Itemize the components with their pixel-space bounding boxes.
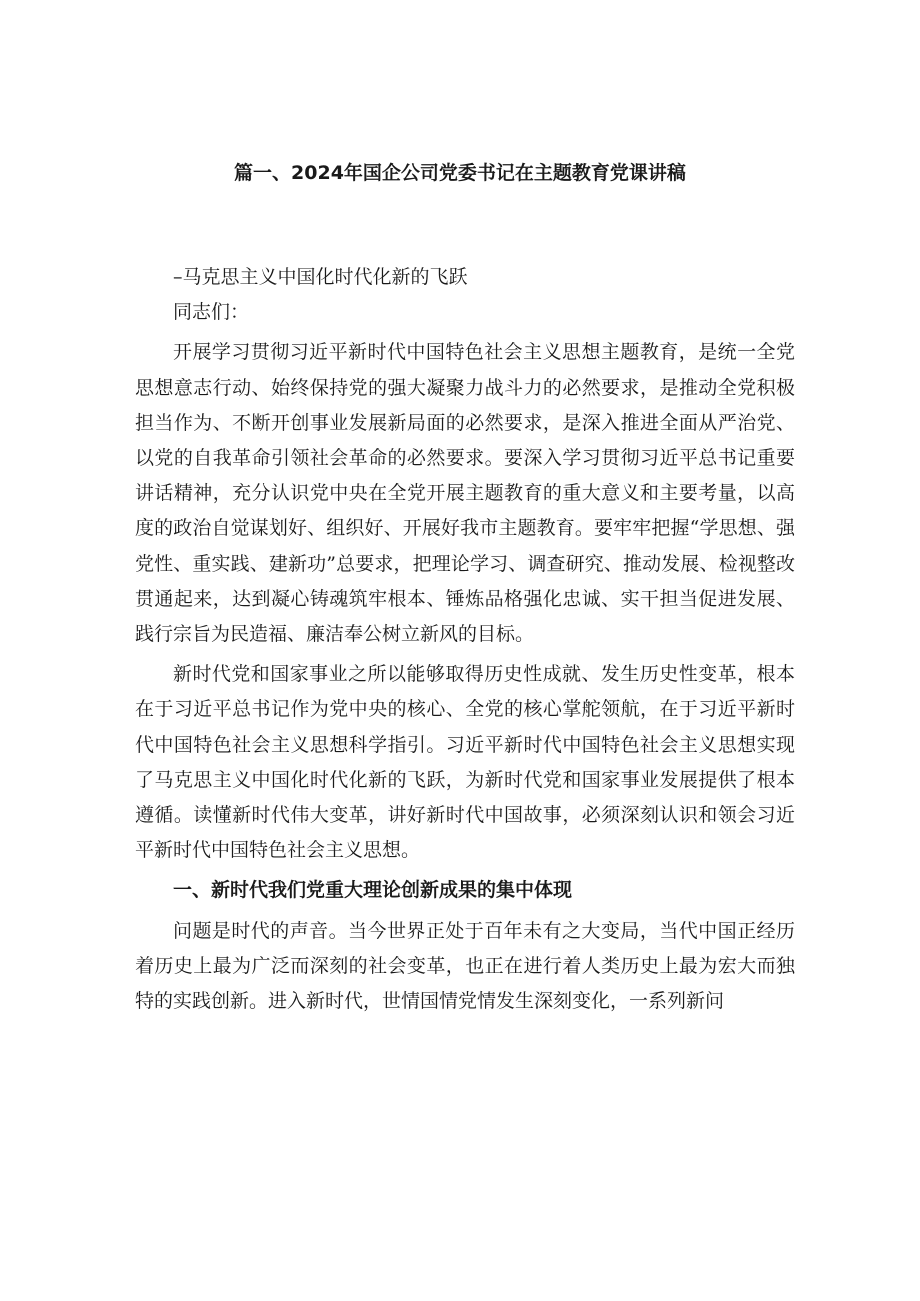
document-subtitle: –马克思主义中国化时代化新的飞跃	[173, 266, 468, 288]
body-paragraph-1: 开展学习贯彻习近平新时代中国特色社会主义思想主题教育，是统一全党思想意志行动、始终保持党的强大凝聚力战斗力的必然要求，是推动全党积极担当作为、不断开创事业发展新局面的必然要求，是深入推进全面从严治党、以党的自我革命引领社会革命的必然要求。要深入学习贯彻习近平总书记重要讲话精神，充分认识党中央在全党开展主题教育的重大意义和主要考量，以高度的政治自觉谋划好、组织好、开展好我市主题教育。要牢牢把握“学思想、强党性、重实践、建新功”总要求，把理论学习、调查研究、推动发展、检视整改贯通起来，达到凝心铸魂筑牢根本、锤炼品格强化忠诚、实干担当促进发展、践行宗旨为民造福、廉洁奉公树立新风的目标。	[135, 341, 795, 646]
greeting: 同志们：	[173, 301, 250, 324]
section-paragraph: 问题是时代的声音。当今世界正处于百年未有之大变局，当代中国正经历着历史上最为广泛而深刻的社会变革，也正在进行着人类历史上最为宏大而独特的实践创新。进入新时代，世情国情党情发生深刻变化，一系列新问	[135, 919, 795, 1013]
section-heading: 一、新时代我们党重大理论创新成果的集中体现	[173, 879, 573, 902]
document-title: 篇一、2024年国企公司党委书记在主题教育党课讲稿	[234, 162, 686, 184]
body-paragraph-2: 新时代党和国家事业之所以能够取得历史性成就、发生历史性变革，根本在于习近平总书记作为党中央的核心、全党的核心掌舵领航，在于习近平新时代中国特色社会主义思想科学指引。习近平新时代中国特色社会主义思想实现了马克思主义中国化时代化新的飞跃，为新时代党和国家事业发展提供了根本遵循。读懂新时代伟大变革，讲好新时代中国故事，必须深刻认识和领会习近平新时代中国特色社会主义思想。	[135, 663, 795, 862]
document-body	[135, 260, 795, 1024]
